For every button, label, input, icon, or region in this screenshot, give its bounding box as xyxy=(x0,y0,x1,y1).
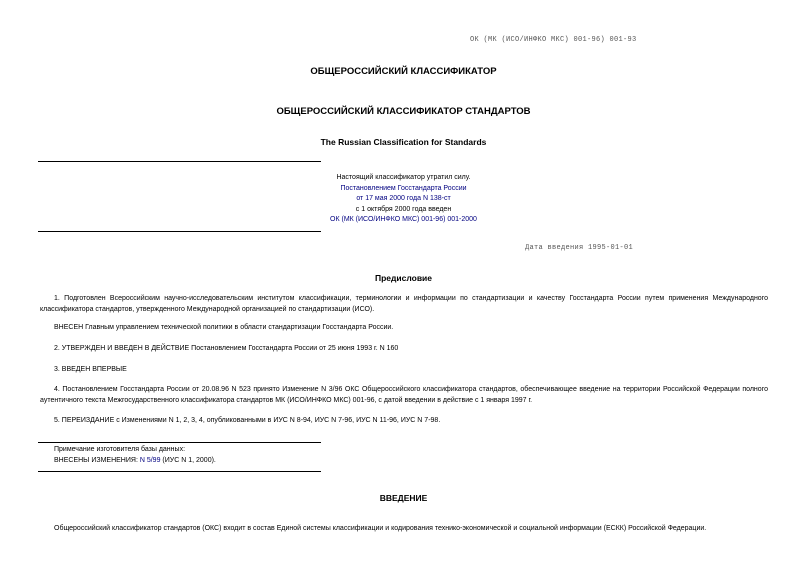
introduction-heading: ВВЕДЕНИЕ xyxy=(379,493,428,503)
divider xyxy=(38,442,321,443)
foreword-paragraph-3: 2. УТВЕРЖДЕН И ВВЕДЕН В ДЕЙСТВИЕ Постановлением Госстандарта России от 25 июня 1993 г. N 160 xyxy=(54,345,399,352)
divider xyxy=(38,161,321,162)
note-title: Примечание изготовителя базы данных: xyxy=(54,446,186,453)
status-link[interactable]: Постановлением Госстандарта России xyxy=(340,184,467,192)
status-link-date[interactable]: от 17 мая 2000 года N 138-ст xyxy=(356,195,451,202)
introduction-date: Дата введения 1995-01-01 xyxy=(525,244,634,252)
new-classifier-link[interactable]: ОК (МК (ИСО/ИНФКО МКС) 001-96) 001-2000 xyxy=(330,216,477,223)
status-notice xyxy=(0,173,807,226)
introduction-paragraph-1: Общероссийский классификатор стандартов (ОКС) входит в состав Единой системы классификации и кодирования технико-экономической и социальной информации (ЕСКК) Российской Федерации. xyxy=(54,525,707,532)
document-code: ОК (МК (ИСО/ИНФКО МКС) 001-96) 001-93 xyxy=(470,36,637,44)
foreword-paragraph-6: 5. ПЕРЕИЗДАНИЕ с Изменениями N 1, 2, 3, 4, опубликованными в ИУС N 8-94, ИУС N 7-96, ИУС N 11-96, ИУС N 7-98. xyxy=(54,417,441,424)
foreword-paragraph-1: 1. Подготовлен Всероссийским научно-исследовательским институтом классификации, терминологии и информации по стандартизации и качеству Госстандарта России путем применения Международного классификатора стандартов, утвержденного Международной организацией по стандартизации (ИСО). xyxy=(40,295,768,313)
database-note xyxy=(54,445,216,466)
foreword-paragraph-2: ВНЕСЕН Главным управлением технической политики в области стандартизации Госстандарта России. xyxy=(54,324,394,331)
status-line: Настоящий классификатор утратил силу. xyxy=(336,174,471,181)
document-title: ОБЩЕРОССИЙСКИЙ КЛАССИФИКАТОР СТАНДАРТОВ xyxy=(276,106,531,117)
note-changes-source: (ИУС N 1, 2000). xyxy=(162,456,216,464)
foreword-paragraph-5: 4. Постановлением Госстандарта России от 20.08.96 N 523 принято Изменение N 3/96 ОКС Общероссийского классификатора стандартов, обеспечивающее введение на территории Российской Федерации полного аутентичного текста Межгосударственного классификатора стандартов МК (ИСО/ИНФКО МКС) 001-96, с датой введении в действие с 1 января 1997 г. xyxy=(40,386,768,404)
foreword-paragraph-4: 3. ВВЕДЕН ВПЕРВЫЕ xyxy=(54,366,127,373)
divider xyxy=(38,231,321,232)
foreword-heading: Предисловие xyxy=(374,273,433,283)
note-changes xyxy=(54,456,216,467)
status-line-effective: с 1 октября 2000 года введен xyxy=(355,205,452,213)
english-title: The Russian Classification for Standards xyxy=(320,137,487,147)
note-changes-label: ВНЕСЕНЫ ИЗМЕНЕНИЯ: xyxy=(54,456,138,464)
page-title: ОБЩЕРОССИЙСКИЙ КЛАССИФИКАТОР xyxy=(310,66,497,77)
change-link[interactable]: N 5/99 xyxy=(139,456,161,464)
divider xyxy=(38,471,321,472)
